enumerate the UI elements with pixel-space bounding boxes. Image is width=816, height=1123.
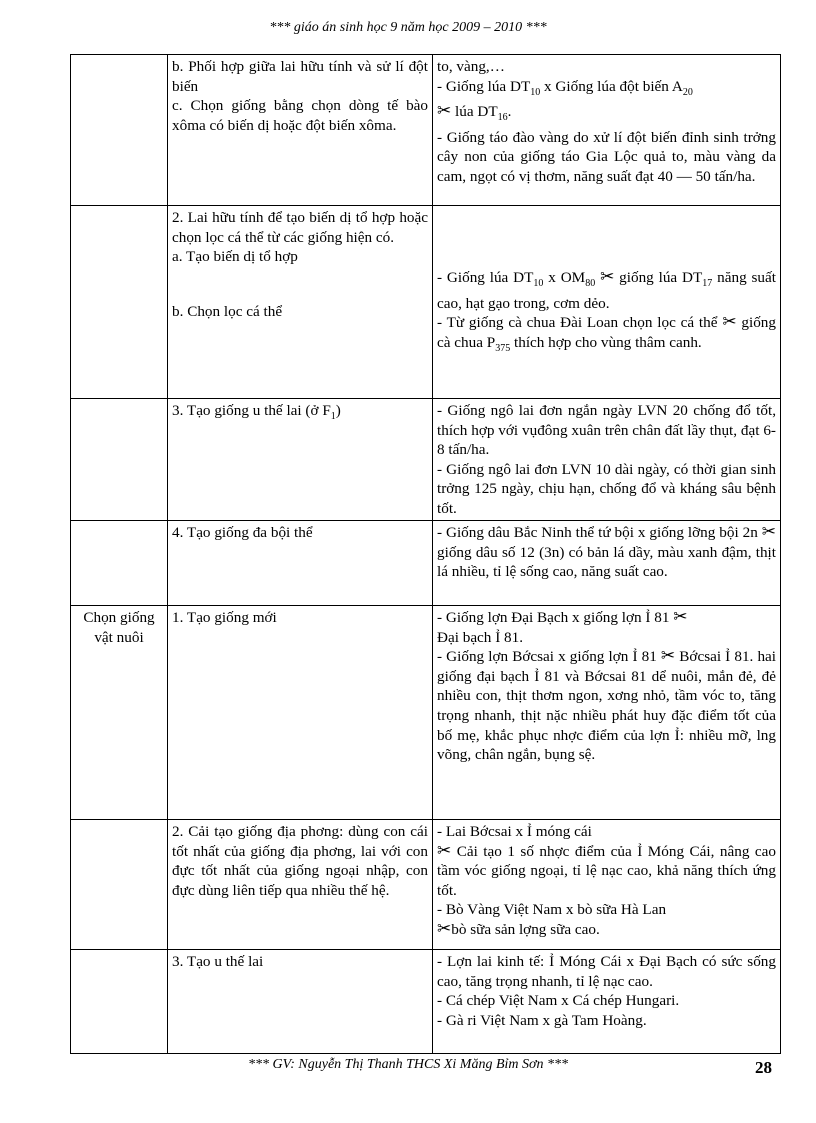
method-text: b. Chọn lọc cá thể bbox=[172, 302, 283, 320]
method-cell bbox=[168, 950, 433, 1054]
method-text: 3. Tạo u thế lai bbox=[172, 953, 264, 970]
method-cell bbox=[168, 206, 433, 399]
method-text: a. Tạo biến dị tổ hợp bbox=[172, 248, 298, 266]
scissors-icon: ✂ bbox=[761, 522, 776, 542]
table-row bbox=[71, 820, 781, 950]
scissors-icon: ✂ bbox=[722, 312, 737, 333]
example-text: - Giống ngô lai đơn LVN 10 dài ngày, có thời gian sinh trởng 125 ngày, chịu hạn, chống đổ và kháng sâu bệnh tốt. bbox=[437, 460, 776, 517]
table-row bbox=[71, 55, 781, 206]
page-footer: *** GV: Nguyễn Thị Thanh THCS Xi Măng Bỉm Sơn *** bbox=[247, 1057, 568, 1072]
example-text: to, vàng,… bbox=[437, 58, 505, 75]
method-text: 4. Tạo giống đa bội thể bbox=[172, 524, 313, 541]
method-cell bbox=[168, 820, 433, 950]
example-text: - Gà ri Việt Nam x gà Tam Hoàng. bbox=[437, 1011, 647, 1029]
example-text: - Từ giống cà chua Đài Loan chọn lọc cá thể ✂ giống cà chua $P_{375}$ thích hợp cho vùng thâm canh. bbox=[437, 312, 776, 354]
example-cell bbox=[433, 206, 781, 399]
example-cell bbox=[433, 399, 781, 521]
category-cell bbox=[71, 606, 168, 820]
example-text: - Lợn lai kinh tế: Ỉ Móng Cái x Đại Bạch có sức sống cao, tăng trọng nhanh, tỉ lệ nạc cao. bbox=[437, 953, 776, 990]
category-cell bbox=[71, 399, 168, 521]
example-text: ✂ Cải tạo 1 số nhợc điểm của Ỉ Móng Cái, nâng cao tầm vóc giống ngoại, tỉ lệ nạc cao, khả năng thích ứng tốt. bbox=[437, 840, 776, 899]
method-text: 2. Lai hữu tính để tạo biến dị tổ hợp hoặc chọn lọc cá thể từ các giống hiện có. bbox=[172, 209, 428, 246]
example-text: ✂bò sữa sản lợng sữa cao. bbox=[437, 918, 600, 939]
example-text: - Giống dâu Bắc Ninh thể tứ bội x giống lỡng bội 2n ✂ giống dâu số 12 (3n) có bản lá dầy, màu xanh đậm, thịt lá nhiều, tỉ lệ sống cao, năng suất cao. bbox=[437, 522, 776, 581]
example-text: - Giống lúa $DT_{10}$ x $OM_{80}$ ✂ giống lúa $DT_{17}$ năng suất cao, hạt gạo trong, cơm dẻo. bbox=[437, 267, 776, 312]
method-cell bbox=[168, 55, 433, 206]
example-cell bbox=[433, 606, 781, 820]
category-cell bbox=[71, 820, 168, 950]
example-text: - Cá chép Việt Nam x Cá chép Hungari. bbox=[437, 992, 680, 1010]
table-row bbox=[71, 606, 781, 820]
category-cell bbox=[71, 206, 168, 399]
method-cell bbox=[168, 521, 433, 606]
category-label: Chọn giống vật nuôi bbox=[83, 609, 155, 646]
example-text: - Giống ngô lai đơn ngắn ngày LVN 20 chống đổ tốt, thích hợp với vụđông xuân trên chân đất lầy thụt, đạt 6-8 tấn/ha. bbox=[437, 402, 776, 459]
method-text: c. Chọn giống bằng chọn dòng tế bào xôma có biến dị hoặc đột biến xôma. bbox=[172, 97, 428, 134]
breeding-methods-table bbox=[70, 54, 781, 1054]
scissors-icon: ✂ bbox=[660, 646, 676, 667]
example-text: - Giống lợn Đại Bạch x giống lợn Ỉ 81 ✂ Đại bạch Ỉ 81. bbox=[437, 607, 688, 646]
example-cell bbox=[433, 950, 781, 1054]
category-cell bbox=[71, 950, 168, 1054]
example-text: - Giống lúa $DT_{10}$ x Giống lúa đột biến $A_{20}$ ✂ lúa $DT_{16}$. bbox=[437, 77, 693, 124]
example-cell bbox=[433, 521, 781, 606]
method-text: 3. Tạo giống u thế lai (ở $F_1$) bbox=[172, 402, 341, 423]
example-text: - Giống lợn Bớcsai x giống lợn Ỉ 81 ✂ Bớcsai Ỉ 81. hai giống đại bạch Ỉ 81 và Bớcsai 81 dể nuôi, mắn đẻ, đẻ nhiều con, thịt thơm ngon, xơng nhỏ, tầm vóc to, tăng trọng nhanh, thịt nặc nhiều phát huy đặc điểm tốt của bố mẹ, khắc phục nhợc điểm của lợn Ỉ: nhiều mỡ, lng võng, chân ngắn, bụng sệ. bbox=[437, 646, 776, 764]
example-text: - Lai Bớcsai x Ỉ móng cái bbox=[437, 823, 592, 840]
scissors-icon: ✂ bbox=[600, 267, 615, 287]
scissors-icon: ✂ bbox=[437, 101, 452, 122]
method-text: b. Phối hợp giữa lai hữu tính và sử lí đột biến bbox=[172, 58, 428, 95]
scissors-icon: ✂ bbox=[437, 840, 452, 861]
example-cell bbox=[433, 55, 781, 206]
category-cell bbox=[71, 521, 168, 606]
example-cell bbox=[433, 820, 781, 950]
method-text: 1. Tạo giống mới bbox=[172, 609, 277, 626]
example-text: - Bò Vàng Việt Nam x bò sữa Hà Lan bbox=[437, 901, 667, 919]
table-row bbox=[71, 206, 781, 399]
method-text: 2. Cải tạo giống địa phơng: dùng con cái tốt nhất của giống địa phơng, lai với con đực tốt nhất của giống ngoại nhập, con đực dùng liên tiếp qua nhiều thế hệ. bbox=[172, 823, 428, 899]
scissors-icon: ✂ bbox=[437, 918, 452, 939]
scissors-icon: ✂ bbox=[673, 607, 688, 627]
table-row bbox=[71, 950, 781, 1054]
category-cell bbox=[71, 55, 168, 206]
method-cell bbox=[168, 399, 433, 521]
table-row bbox=[71, 399, 781, 521]
page-number: 28 bbox=[755, 1058, 772, 1077]
example-text: - Giống táo đào vàng do xử lí đột biến đỉnh sinh trởng cây non của giống táo Gia Lộc quả to, màu vàng da cam, ngọt có vị thơm, năng suất đạt 40 — 50 tấn/ha. bbox=[437, 128, 776, 186]
method-cell bbox=[168, 606, 433, 820]
page-header: *** giáo án sinh học 9 năm học 2009 – 2010 *** bbox=[269, 20, 547, 35]
table-row bbox=[71, 521, 781, 606]
